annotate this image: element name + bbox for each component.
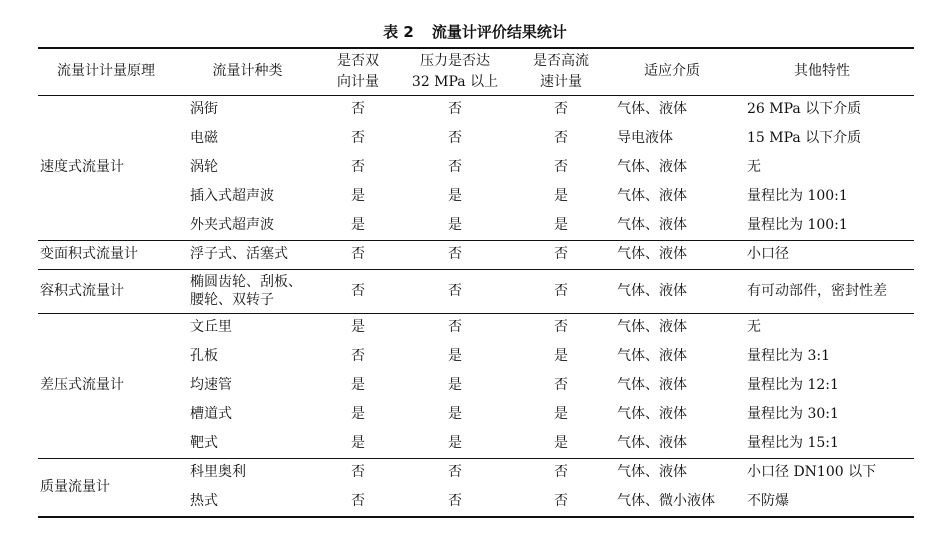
high-flow-cell: 是 bbox=[554, 348, 568, 364]
high-flow-cell: 否 bbox=[554, 246, 568, 262]
bidirectional-cell: 是 bbox=[351, 377, 365, 393]
other-feature-cell: 26 MPa 以下介质 bbox=[747, 101, 862, 117]
meter-type-cell: 热式 bbox=[190, 493, 218, 509]
pressure-32mpa-cell: 是 bbox=[448, 406, 462, 422]
high-flow-cell: 是 bbox=[554, 188, 568, 204]
table-bottom-rule bbox=[38, 516, 914, 518]
other-feature-cell: 量程比为 100:1 bbox=[747, 217, 848, 233]
meter-type-cell: 椭圆齿轮、刮板、 bbox=[190, 274, 302, 290]
meter-type-cell: 插入式超声波 bbox=[190, 188, 274, 204]
column-header: 其他特性 bbox=[794, 63, 850, 79]
other-feature-cell: 量程比为 15:1 bbox=[747, 435, 839, 451]
high-flow-cell: 否 bbox=[554, 464, 568, 480]
pressure-32mpa-cell: 是 bbox=[448, 435, 462, 451]
medium-cell: 气体、液体 bbox=[617, 217, 687, 233]
group-rule bbox=[38, 269, 914, 270]
principle-cell: 变面积式流量计 bbox=[40, 246, 138, 262]
column-header: 流量计种类 bbox=[212, 63, 283, 79]
pressure-32mpa-cell: 是 bbox=[448, 377, 462, 393]
bidirectional-cell: 是 bbox=[351, 319, 365, 335]
bidirectional-cell: 否 bbox=[351, 493, 365, 509]
table-title bbox=[0, 22, 950, 42]
high-flow-cell: 否 bbox=[554, 319, 568, 335]
high-flow-cell: 是 bbox=[554, 217, 568, 233]
high-flow-cell: 否 bbox=[554, 101, 568, 117]
bidirectional-cell: 是 bbox=[351, 188, 365, 204]
principle-cell: 速度式流量计 bbox=[40, 159, 124, 175]
bidirectional-cell: 否 bbox=[351, 348, 365, 364]
meter-type-cell: 电磁 bbox=[190, 130, 218, 146]
medium-cell: 气体、液体 bbox=[617, 406, 687, 422]
high-flow-cell: 否 bbox=[554, 159, 568, 175]
medium-cell: 导电液体 bbox=[617, 130, 673, 146]
other-feature-cell: 不防爆 bbox=[747, 493, 789, 509]
principle-cell: 差压式流量计 bbox=[40, 377, 124, 393]
meter-type-cell: 涡轮 bbox=[190, 159, 218, 175]
pressure-32mpa-cell: 否 bbox=[448, 246, 462, 262]
medium-cell: 气体、液体 bbox=[617, 464, 687, 480]
other-feature-cell: 量程比为 12:1 bbox=[747, 377, 839, 393]
column-header: 适应介质 bbox=[644, 63, 700, 79]
principle-cell: 容积式流量计 bbox=[40, 282, 124, 299]
other-feature-cell: 15 MPa 以下介质 bbox=[747, 130, 862, 146]
medium-cell: 气体、液体 bbox=[617, 246, 687, 262]
pressure-32mpa-cell: 否 bbox=[448, 101, 462, 117]
pressure-32mpa-cell: 是 bbox=[448, 188, 462, 204]
meter-type-cell: 均速管 bbox=[190, 377, 232, 393]
other-feature-cell: 小口径 DN100 以下 bbox=[747, 464, 877, 480]
pressure-32mpa-cell: 是 bbox=[448, 217, 462, 233]
meter-type-cell: 浮子式、活塞式 bbox=[190, 246, 288, 262]
meter-type-cell: 文丘里 bbox=[190, 319, 232, 335]
column-header: 压力是否达 32 MPa 以上 bbox=[411, 53, 499, 90]
high-flow-cell: 否 bbox=[554, 282, 568, 299]
bidirectional-cell: 否 bbox=[351, 101, 365, 117]
medium-cell: 气体、液体 bbox=[617, 435, 687, 451]
high-flow-cell: 否 bbox=[554, 493, 568, 509]
other-feature-cell: 无 bbox=[747, 159, 761, 175]
header-rule bbox=[38, 95, 914, 96]
bidirectional-cell: 是 bbox=[351, 406, 365, 422]
bidirectional-cell: 否 bbox=[351, 282, 365, 299]
group-rule bbox=[38, 240, 914, 241]
high-flow-cell: 是 bbox=[554, 435, 568, 451]
medium-cell: 气体、液体 bbox=[617, 319, 687, 335]
pressure-32mpa-cell: 否 bbox=[448, 319, 462, 335]
bidirectional-cell: 是 bbox=[351, 217, 365, 233]
bidirectional-cell: 否 bbox=[351, 464, 365, 480]
pressure-32mpa-cell: 否 bbox=[448, 464, 462, 480]
principle-cell: 质量流量计 bbox=[40, 478, 110, 495]
medium-cell: 气体、液体 bbox=[617, 159, 687, 175]
medium-cell: 气体、液体 bbox=[617, 188, 687, 204]
other-feature-cell: 量程比为 3:1 bbox=[747, 348, 830, 364]
medium-cell: 气体、液体 bbox=[617, 348, 687, 364]
other-feature-cell: 小口径 bbox=[747, 246, 789, 262]
table-title-text: 流量计评价结果统计 bbox=[431, 23, 567, 41]
other-feature-cell: 量程比为 100:1 bbox=[747, 188, 848, 204]
medium-cell: 气体、液体 bbox=[617, 282, 687, 299]
meter-type-cell: 腰轮、双转子 bbox=[190, 292, 274, 308]
pressure-32mpa-cell: 否 bbox=[448, 130, 462, 146]
bidirectional-cell: 是 bbox=[351, 435, 365, 451]
table-top-rule bbox=[38, 47, 914, 49]
meter-type-cell: 涡街 bbox=[190, 101, 218, 117]
other-feature-cell: 有可动部件，密封性差 bbox=[747, 282, 887, 299]
medium-cell: 气体、液体 bbox=[617, 377, 687, 393]
pressure-32mpa-cell: 否 bbox=[448, 159, 462, 175]
meter-type-cell: 外夹式超声波 bbox=[190, 217, 274, 233]
other-feature-cell: 量程比为 30:1 bbox=[747, 406, 839, 422]
group-rule bbox=[38, 313, 914, 314]
medium-cell: 气体、微小液体 bbox=[617, 493, 715, 509]
bidirectional-cell: 否 bbox=[351, 159, 365, 175]
meter-type-cell: 孔板 bbox=[190, 348, 218, 364]
high-flow-cell: 是 bbox=[554, 406, 568, 422]
high-flow-cell: 否 bbox=[554, 130, 568, 146]
high-flow-cell: 否 bbox=[554, 377, 568, 393]
column-header: 流量计计量原理 bbox=[57, 63, 155, 79]
bidirectional-cell: 否 bbox=[351, 246, 365, 262]
pressure-32mpa-cell: 否 bbox=[448, 493, 462, 509]
column-header: 是否高流 速计量 bbox=[533, 53, 589, 90]
pressure-32mpa-cell: 是 bbox=[448, 348, 462, 364]
column-header: 是否双 向计量 bbox=[337, 53, 379, 90]
medium-cell: 气体、液体 bbox=[617, 101, 687, 117]
bidirectional-cell: 否 bbox=[351, 130, 365, 146]
pressure-32mpa-cell: 否 bbox=[448, 282, 462, 299]
meter-type-cell: 靶式 bbox=[190, 435, 218, 451]
other-feature-cell: 无 bbox=[747, 319, 761, 335]
group-rule bbox=[38, 458, 914, 459]
table-number: 表 2 bbox=[383, 23, 414, 41]
meter-type-cell: 科里奥利 bbox=[190, 464, 246, 480]
meter-type-cell: 槽道式 bbox=[190, 406, 232, 422]
